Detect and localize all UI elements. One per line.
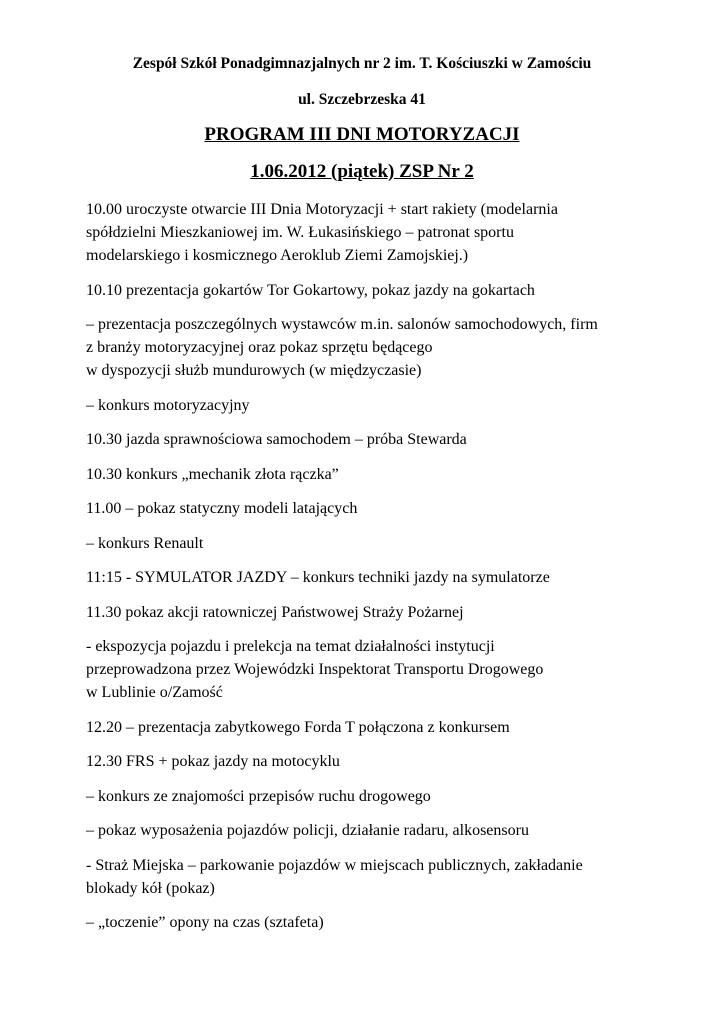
- program-item-line: – konkurs Renault: [86, 534, 204, 552]
- program-item-line: 11.30 pokaz akcji ratowniczej Państwowej Straży Pożarnej: [86, 603, 464, 621]
- program-item-line: 12.20 – prezentacja zabytkowego Forda T połączona z konkursem: [86, 718, 510, 736]
- program-item: [86, 313, 686, 382]
- program-item-line: spółdzielni Mieszkaniowej im. W. Łukasińskiego – patronat sportu: [86, 224, 514, 241]
- program-item-line: w Lublinie o/Zamość: [86, 684, 223, 701]
- program-item-line: – konkurs ze znajomości przepisów ruchu drogowego: [86, 787, 431, 805]
- program-item-line: – pokaz wyposażenia pojazdów policji, działanie radaru, alkosensoru: [86, 822, 529, 839]
- program-item: [86, 854, 686, 900]
- program-item: [86, 394, 686, 417]
- program-item-line: w dyspozycji służb mundurowych (w międzyczasie): [86, 362, 422, 379]
- program-item: [86, 532, 686, 555]
- program-item-line: - ekspozycja pojazdu i prelekcja na temat działalności instytucji: [86, 638, 495, 655]
- program-title: PROGRAM III DNI MOTORYZACJI: [204, 124, 520, 145]
- program-item: [86, 497, 686, 520]
- program-item-line: – „toczenie” opony na czas (sztafeta): [86, 914, 324, 931]
- program-item-line: 10.00 uroczyste otwarcie III Dnia Motoryzacji + start rakiety (modelarnia: [86, 201, 558, 218]
- program-item: [86, 785, 686, 808]
- program-item-line: – konkurs motoryzacyjny: [86, 396, 250, 414]
- program-item-line: z branży motoryzacyjnej oraz pokaz sprzętu będącego: [86, 339, 433, 356]
- program-item-line: przeprowadzona przez Wojewódzki Inspektorat Transportu Drogowego: [86, 661, 544, 678]
- program-item: [86, 601, 686, 624]
- program-item-line: 11:15 - SYMULATOR JAZDY – konkurs techniki jazdy na symulatorze: [86, 569, 550, 586]
- program-item: [86, 463, 686, 486]
- program-item-line: – prezentacja poszczególnych wystawców m.in. salonów samochodowych, firm: [86, 316, 598, 333]
- program-item-line: modelarskiego i kosmicznego Aeroklub Ziemi Zamojskiej.): [86, 247, 469, 264]
- school-address: ul. Szczebrzeska 41: [298, 91, 426, 108]
- program-item-line: 10.10 prezentacja gokartów Tor Gokartowy, pokaz jazdy na gokartach: [86, 281, 535, 299]
- program-item-line: 11.00 – pokaz statyczny modeli latających: [86, 500, 358, 517]
- program-item-line: 10.30 konkurs „mechanik złota rączka”: [86, 465, 339, 483]
- program-item: [86, 911, 686, 934]
- program-item: [86, 198, 686, 267]
- program-item-line: blokady kół (pokaz): [86, 879, 215, 897]
- event-date: 1.06.2012 (piątek) ZSP Nr 2: [250, 161, 474, 182]
- program-item-line: 12.30 FRS + pokaz jazdy na motocyklu: [86, 753, 340, 770]
- program-item-line: 10.30 jazda sprawnościowa samochodem – próba Stewarda: [86, 431, 467, 448]
- program-list: [86, 198, 686, 946]
- program-item: [86, 635, 686, 704]
- program-item: [86, 428, 686, 451]
- program-item-line: - Straż Miejska – parkowanie pojazdów w miejscach publicznych, zakładanie: [86, 856, 583, 874]
- program-item: [86, 716, 686, 739]
- program-item: [86, 819, 686, 842]
- program-item: [86, 279, 686, 302]
- program-item: [86, 566, 686, 589]
- program-item: [86, 750, 686, 773]
- school-name: Zespół Szkół Ponadgimnazjalnych nr 2 im. T. Kościuszki w Zamościu: [132, 55, 592, 72]
